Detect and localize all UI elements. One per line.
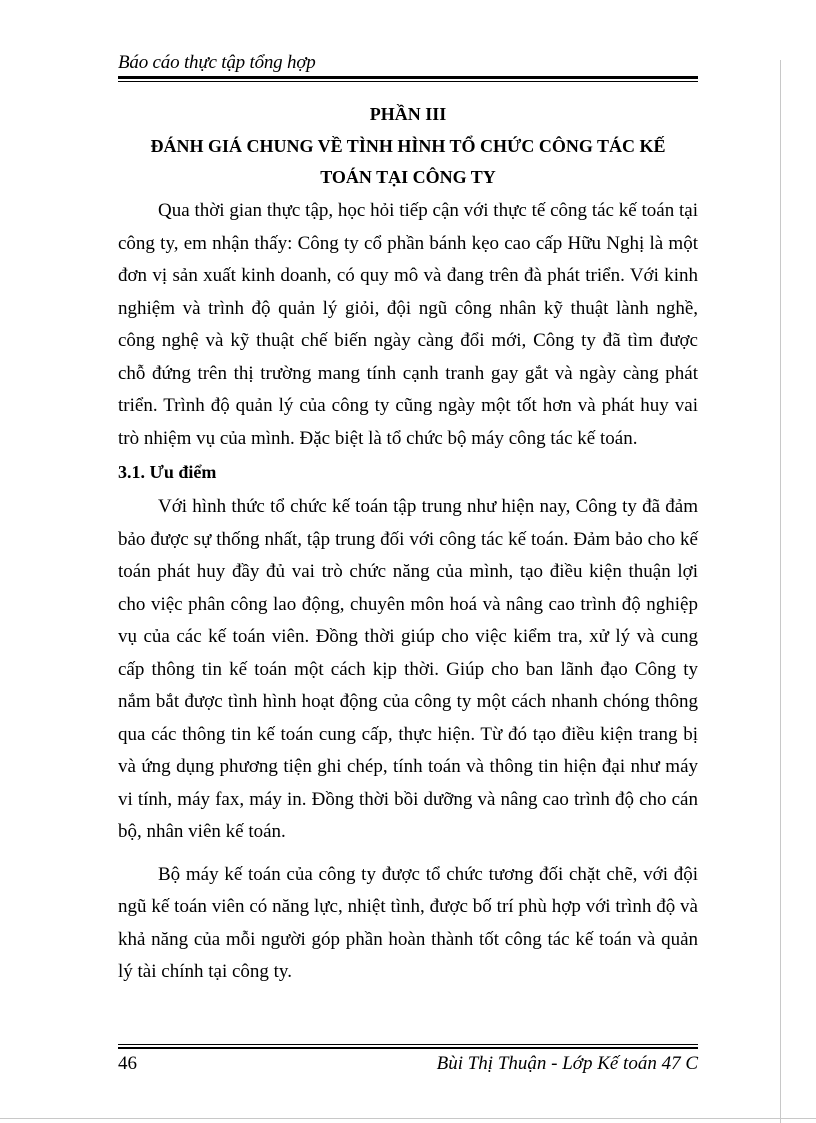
footer-author: Bùi Thị Thuận - Lớp Kế toán 47 C [436, 1053, 698, 1074]
page-edge-right [780, 60, 781, 1123]
footer-rule-thin [118, 1044, 698, 1045]
header-rule-thin [118, 81, 698, 82]
header-rule-thick [118, 76, 698, 79]
part-title: PHẦN III [369, 104, 447, 124]
section-paragraph-2: Bộ máy kế toán của công ty được tổ chức tương đối chặt chẽ, với đội ngũ kế toán viên có năng lực, nhiệt tình, được bố trí phù hợp với trình độ và khả năng của mỗi người góp phần hoàn thành tốt công tác kế toán và quản lý tài chính tại công ty. [118, 863, 698, 982]
intro-paragraph: Qua thời gian thực tập, học hỏi tiếp cận với thực tế công tác kế toán tại công ty, em nhận thấy: Công ty cổ phần bánh kẹo cao cấp Hữu Nghị là một đơn vị sản xuất kinh doanh, có quy mô và đang trên đà phát triển. Với kinh nghiệm và trình độ quản lý giỏi, đội ngũ công nhân kỹ thuật lành nghề, công nghệ và kỹ thuật chế biến ngày càng đổi mới, Công ty đã tìm được chỗ đứng trên thị trường mang tính cạnh tranh gay gắt và ngày càng phát triển. Trình độ quản lý của công ty cũng ngày một tốt hơn và phát huy vai trò nhiệm vụ của mình. Đặc biệt là tổ chức bộ máy công tác kế toán. [118, 200, 698, 449]
page-number: 46 [118, 1053, 137, 1074]
page-header [118, 52, 698, 78]
footer-rule-thick [118, 1047, 698, 1049]
document-body [118, 98, 698, 989]
page-edge-bottom [0, 1118, 816, 1119]
chapter-title-line-2: TOÁN TẠI CÔNG TY [320, 167, 496, 187]
header-title: Báo cáo thực tập tổng hợp [118, 52, 316, 73]
section-paragraph-1: Với hình thức tổ chức kế toán tập trung như hiện nay, Công ty đã đảm bảo được sự thống nhất, tập trung đối với công tác kế toán. Đảm bảo cho kế toán phát huy đầy đủ vai trò chức năng của mình, tạo điều kiện thuận lợi cho việc phân công lao động, chuyên môn hoá và nâng cao trình độ nghiệp vụ của các kế toán viên. Đồng thời giúp cho việc kiểm tra, xử lý và cung cấp thông tin kế toán một cách kịp thời. Giúp cho ban lãnh đạo Công ty nắm bắt được tình hình hoạt động của công ty một cách nhanh chóng thông qua các thông tin kế toán cung cấp, thực hiện. Từ đó tạo điều kiện trang bị và ứng dụng phương tiện ghi chép, tính toán và thông tin hiện đại như máy vi tính, máy fax, máy in. Đồng thời bồi dưỡng và nâng cao trình độ cho cán bộ, nhân viên kế toán. [118, 496, 698, 842]
section-heading: 3.1. Ưu điểm [118, 462, 217, 482]
page-footer [118, 1044, 698, 1080]
chapter-title-line-1: ĐÁNH GIÁ CHUNG VỀ TÌNH HÌNH TỔ CHỨC CÔNG TÁC KẾ [150, 136, 666, 156]
